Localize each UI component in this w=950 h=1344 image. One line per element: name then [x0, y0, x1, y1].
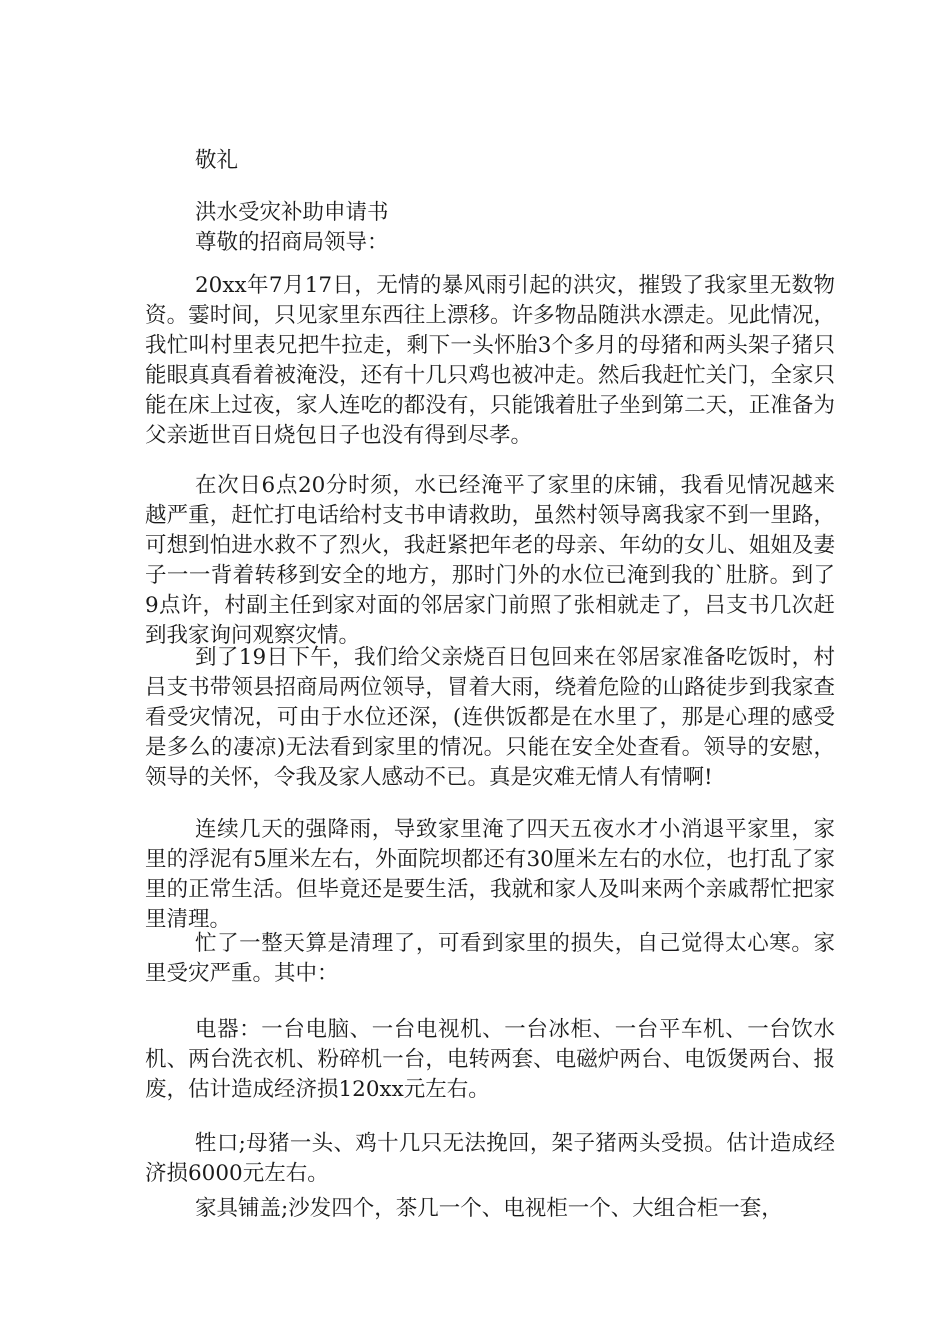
closing-text: 敬礼: [195, 148, 239, 173]
document-title: 洪水受灾补助申请书: [195, 200, 389, 225]
salutation: 尊敬的招商局领导：: [195, 230, 389, 255]
paragraph-1: 20xx年7月17日，无情的暴风雨引起的洪灾，摧毁了我家里无数物资。霎时间，只见家里东西往上漂移。许多物品随洪水漂走。见此情况，我忙叫村里表兄把牛拉走，剩下一头怀胎3个多月的母猪和两头架子猪只能眼真真看着被淹没，还有十几只鸡也被冲走。然后我赶忙关门，全家只能在床上过夜，家人连吃的都没有，只能饿着肚子坐到第二天，正准备为父亲逝世百日烧包日子也没有得到尽孝。: [145, 273, 835, 448]
paragraph-4: 连续几天的强降雨，导致家里淹了四天五夜水才小消退平家里，家里的浮泥有5厘米左右，外面院坝都还有30厘米左右的水位，也打乱了家里的正常生活。但毕竟还是要生活，我就和家人及叫来两个亲戚帮忙把家里清理。: [145, 817, 835, 932]
paragraph-3: 到了19日下午，我们给父亲烧百日包回来在邻居家准备吃饭时，村吕支书带领县招商局两位领导，冒着大雨，绕着危险的山路徒步到我家查看受灾情况，可由于水位还深，(连供饭都是在水里了，那是心理的感受是多么的凄凉)无法看到家里的情况。只能在安全处查看。领导的安慰，领导的关怀，令我及家人感动不已。真是灾难无情人有情啊!: [145, 645, 835, 790]
paragraph-6: 电器：一台电脑、一台电视机、一台冰柜、一台平车机、一台饮水机、两台洗衣机、粉碎机一台，电转两套、电磁炉两台、电饭煲两台、报废，估计造成经济损120xx元左右。: [145, 1017, 835, 1102]
paragraph-2: 在次日6点20分时须，水已经淹平了家里的床铺，我看见情况越来越严重，赶忙打电话给村支书申请救助，虽然村领导离我家不到一里路，可想到怕进水救不了烈火，我赶紧把年老的母亲、年幼的女儿、姐姐及妻子一一背着转移到安全的地方，那时门外的水位已淹到我的`肚脐。到了9点许，村副主任到家对面的邻居家门前照了张相就走了，吕支书几次赶到我家询问观察灾情。: [145, 473, 835, 648]
paragraph-7: 牲口;母猪一头、鸡十几只无法挽回，架子猪两头受损。估计造成经济损6000元左右。: [145, 1131, 835, 1186]
paragraph-5: 忙了一整天算是清理了，可看到家里的损失，自己觉得太心寒。家里受灾严重。其中：: [145, 931, 835, 986]
paragraph-8: 家具铺盖;沙发四个，茶几一个、电视柜一个、大组合柜一套，: [195, 1196, 783, 1221]
